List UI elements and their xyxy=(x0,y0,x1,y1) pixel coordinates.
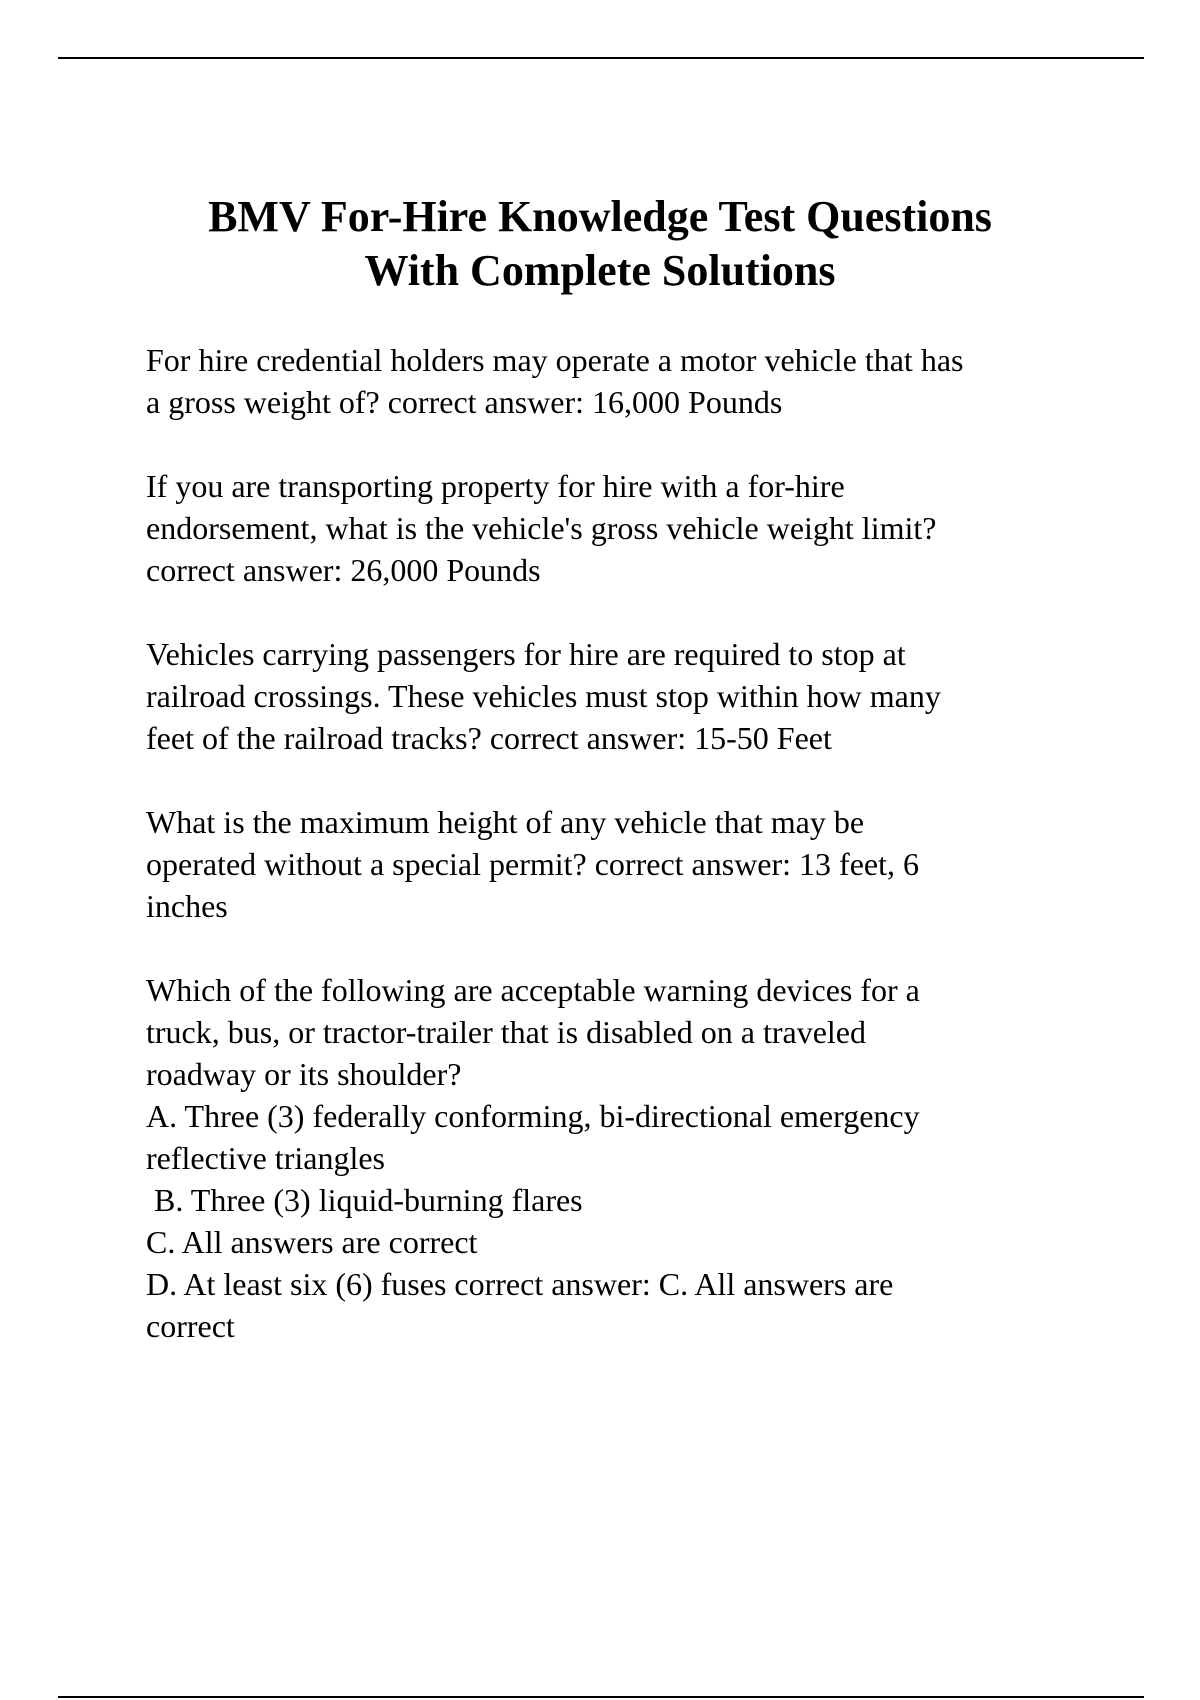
question-line: railroad crossings. These vehicles must stop within how many xyxy=(146,678,941,714)
question-line: For hire credential holders may operate a motor vehicle that has xyxy=(146,342,964,378)
question-line: endorsement, what is the vehicle's gross vehicle weight limit? xyxy=(146,510,937,546)
question-line: inches xyxy=(146,888,228,924)
question-4 xyxy=(146,801,1086,927)
answer-option-a-cont: reflective triangles xyxy=(146,1140,385,1176)
question-line: What is the maximum height of any vehicle that may be xyxy=(146,804,865,840)
answer-option-c: C. All answers are correct xyxy=(146,1224,478,1260)
question-line: Which of the following are acceptable warning devices for a xyxy=(146,972,920,1008)
question-1 xyxy=(146,339,1086,423)
document-title xyxy=(120,190,1080,298)
answer-option-d: D. At least six (6) fuses correct answer: C. All answers are xyxy=(146,1266,894,1302)
question-list xyxy=(146,339,1086,1389)
question-line: feet of the railroad tracks? correct answer: 15-50 Feet xyxy=(146,720,832,756)
question-2 xyxy=(146,465,1086,591)
answer-option-a: A. Three (3) federally conforming, bi-directional emergency xyxy=(146,1098,920,1134)
question-line: correct answer: 26,000 Pounds xyxy=(146,552,541,588)
question-line: truck, bus, or tractor-trailer that is disabled on a traveled xyxy=(146,1014,866,1050)
question-line: Vehicles carrying passengers for hire are required to stop at xyxy=(146,636,906,672)
title-line-1: BMV For-Hire Knowledge Test Questions xyxy=(208,192,992,241)
answer-option-d-cont: correct xyxy=(146,1308,235,1344)
question-5 xyxy=(146,969,1086,1347)
question-line: roadway or its shoulder? xyxy=(146,1056,462,1092)
bottom-rule xyxy=(58,1696,1144,1698)
answer-option-b: B. Three (3) liquid-burning flares xyxy=(146,1182,583,1218)
question-line: If you are transporting property for hire with a for-hire xyxy=(146,468,845,504)
question-line: operated without a special permit? correct answer: 13 feet, 6 xyxy=(146,846,919,882)
title-line-2: With Complete Solutions xyxy=(364,246,836,295)
question-line: a gross weight of? correct answer: 16,000 Pounds xyxy=(146,384,783,420)
question-3 xyxy=(146,633,1086,759)
top-rule xyxy=(58,57,1144,59)
